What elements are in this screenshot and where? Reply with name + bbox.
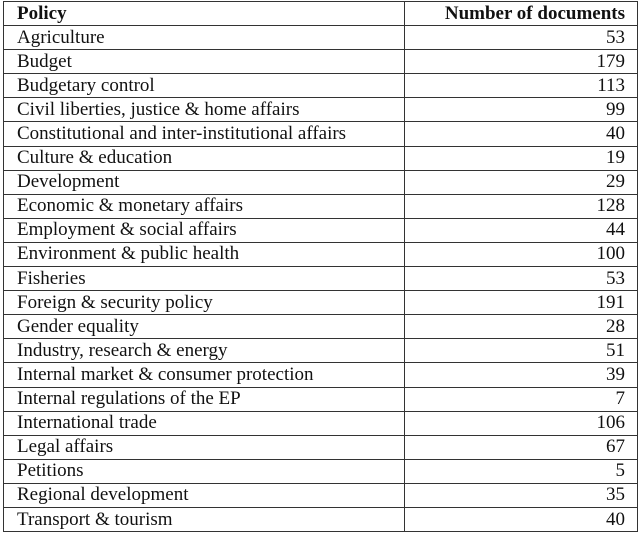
- document-count-cell: 5: [405, 459, 638, 483]
- table-row: [4, 146, 638, 170]
- table-row: [4, 26, 638, 50]
- policy-cell: Budgetary control: [4, 74, 405, 98]
- policy-cell: Civil liberties, justice & home affairs: [4, 98, 405, 122]
- policy-cell: Employment & social affairs: [4, 218, 405, 242]
- table-row: [4, 267, 638, 291]
- document-count-cell: 179: [405, 50, 638, 74]
- table-row: [4, 435, 638, 459]
- document-count-cell: 39: [405, 363, 638, 387]
- document-count-cell: 35: [405, 483, 638, 507]
- policy-cell: Constitutional and inter-institutional affairs: [4, 122, 405, 146]
- policy-cell: Economic & monetary affairs: [4, 194, 405, 218]
- policy-cell: Legal affairs: [4, 435, 405, 459]
- policy-cell: Regional development: [4, 483, 405, 507]
- policy-cell: Transport & tourism: [4, 507, 405, 531]
- policy-cell: Budget: [4, 50, 405, 74]
- policy-cell: Development: [4, 170, 405, 194]
- document-count-cell: 28: [405, 315, 638, 339]
- policy-cell: Agriculture: [4, 26, 405, 50]
- document-count-cell: 19: [405, 146, 638, 170]
- document-count-cell: 53: [405, 26, 638, 50]
- table-row: [4, 315, 638, 339]
- document-count-cell: 7: [405, 387, 638, 411]
- document-count-cell: 44: [405, 218, 638, 242]
- policy-cell: Internal regulations of the EP: [4, 387, 405, 411]
- document-count-cell: 113: [405, 74, 638, 98]
- policy-cell: International trade: [4, 411, 405, 435]
- table-row: [4, 170, 638, 194]
- header-policy: Policy: [4, 2, 405, 26]
- table-row: [4, 242, 638, 266]
- policy-cell: Fisheries: [4, 267, 405, 291]
- document-count-cell: 67: [405, 435, 638, 459]
- document-count-cell: 51: [405, 339, 638, 363]
- policy-documents-table: [3, 1, 638, 532]
- document-count-cell: 99: [405, 98, 638, 122]
- header-number-of-documents: Number of documents: [405, 2, 638, 26]
- table-row: [4, 459, 638, 483]
- table-row: [4, 122, 638, 146]
- policy-cell: Industry, research & energy: [4, 339, 405, 363]
- document-count-cell: 40: [405, 507, 638, 531]
- policy-cell: Internal market & consumer protection: [4, 363, 405, 387]
- document-count-cell: 128: [405, 194, 638, 218]
- document-count-cell: 191: [405, 291, 638, 315]
- table-row: [4, 50, 638, 74]
- policy-cell: Petitions: [4, 459, 405, 483]
- document-count-cell: 53: [405, 267, 638, 291]
- table-row: [4, 218, 638, 242]
- table-row: [4, 387, 638, 411]
- document-count-cell: 106: [405, 411, 638, 435]
- policy-cell: Gender equality: [4, 315, 405, 339]
- table-row: [4, 411, 638, 435]
- document-count-cell: 40: [405, 122, 638, 146]
- policy-cell: Culture & education: [4, 146, 405, 170]
- policy-cell: Environment & public health: [4, 242, 405, 266]
- table-row: [4, 483, 638, 507]
- document-count-cell: 100: [405, 242, 638, 266]
- document-count-cell: 29: [405, 170, 638, 194]
- table-row: [4, 74, 638, 98]
- table-row: [4, 291, 638, 315]
- table-row: [4, 194, 638, 218]
- table-row: [4, 339, 638, 363]
- policy-cell: Foreign & security policy: [4, 291, 405, 315]
- table-row: [4, 507, 638, 531]
- table-row: [4, 363, 638, 387]
- header-row: [4, 2, 638, 26]
- table-row: [4, 98, 638, 122]
